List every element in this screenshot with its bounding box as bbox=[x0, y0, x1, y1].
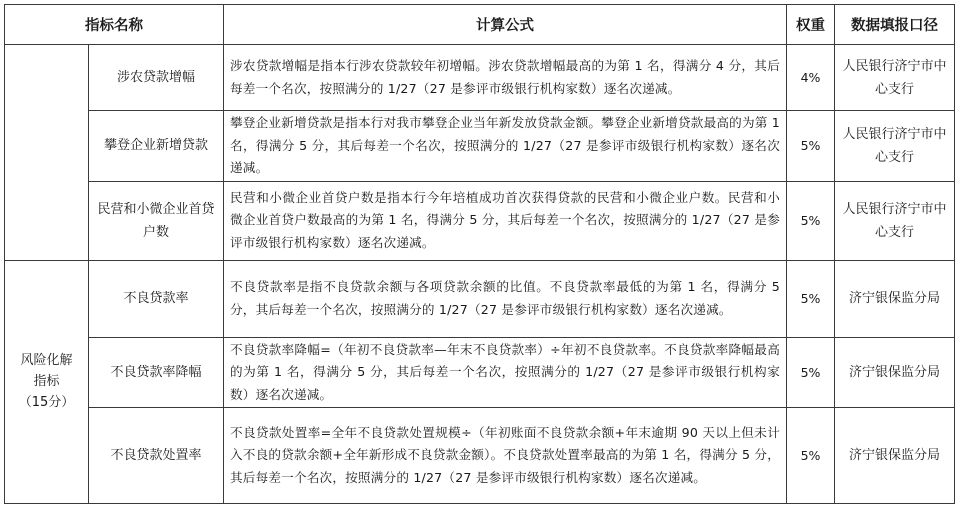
indicator-source: 济宁银保监分局 bbox=[835, 408, 955, 504]
indicator-formula: 涉农贷款增幅是指本行涉农贷款较年初增幅。涉农贷款增幅最高的为第 1 名，得满分 4 分，其后每差一个名次，按照满分的 1/27（27 是参评市级银行机构家数）逐名次递减。 bbox=[224, 45, 787, 111]
indicator-name: 不良贷款率降幅 bbox=[89, 337, 224, 408]
indicator-formula: 不良贷款处置率=全年不良贷款处置规模÷（年初账面不良贷款余额+年末逾期 90 天以上但未计入不良的贷款余额+全年新形成不良贷款金额）。不良贷款处置率最高的为第 1 名，得满分 5 分，其后每差一个名次，按照满分的 1/27（27 是参评市级银行机构家数）逐名次递减。 bbox=[224, 408, 787, 504]
indicator-source: 人民银行济宁市中心支行 bbox=[835, 45, 955, 111]
header-indicator-name: 指标名称 bbox=[5, 5, 224, 45]
indicator-weight: 5% bbox=[787, 260, 835, 337]
indicator-weight: 5% bbox=[787, 181, 835, 260]
indicator-formula: 不良贷款率降幅=（年初不良贷款率—年末不良贷款率）÷年初不良贷款率。不良贷款率降幅最高的为第 1 名，得满分 5 分，其后每差一个名次，按照满分的 1/27（27 是参评市级银行机构家数）逐名次递减。 bbox=[224, 337, 787, 408]
indicator-name: 涉农贷款增幅 bbox=[89, 45, 224, 111]
indicator-source: 济宁银保监分局 bbox=[835, 337, 955, 408]
category-cell-risk bbox=[5, 260, 89, 504]
table-row bbox=[5, 408, 955, 504]
category-label-line: 风险化解 bbox=[20, 353, 73, 369]
table-row bbox=[5, 181, 955, 260]
category-label-line: （15分） bbox=[18, 395, 75, 411]
header-weight: 权重 bbox=[787, 5, 835, 45]
header-row bbox=[5, 5, 955, 45]
header-formula: 计算公式 bbox=[224, 5, 787, 45]
table-row bbox=[5, 45, 955, 111]
indicator-weight: 5% bbox=[787, 111, 835, 182]
category-cell-blank bbox=[5, 45, 89, 261]
indicator-name: 不良贷款处置率 bbox=[89, 408, 224, 504]
table-row bbox=[5, 337, 955, 408]
indicator-weight: 4% bbox=[787, 45, 835, 111]
header-data-source: 数据填报口径 bbox=[835, 5, 955, 45]
table-row bbox=[5, 111, 955, 182]
indicator-formula: 不良贷款率是指不良贷款余额与各项贷款余额的比值。不良贷款率最低的为第 1 名，得满分 5 分，其后每差一个名次，按照满分的 1/27（27 是参评市级银行机构家数）逐名次递减。 bbox=[224, 260, 787, 337]
indicator-name: 不良贷款率 bbox=[89, 260, 224, 337]
indicator-source: 人民银行济宁市中心支行 bbox=[835, 111, 955, 182]
indicator-source: 人民银行济宁市中心支行 bbox=[835, 181, 955, 260]
table-row bbox=[5, 260, 955, 337]
indicator-weight: 5% bbox=[787, 337, 835, 408]
indicator-formula: 民营和小微企业首贷户数是指本行今年培植成功首次获得贷款的民营和小微企业户数。民营和小微企业首贷户数最高的为第 1 名，得满分 5 分，其后每差一个名次，按照满分的 1/27（27 是参评市级银行机构家数）逐名次递减。 bbox=[224, 181, 787, 260]
indicator-name: 攀登企业新增贷款 bbox=[89, 111, 224, 182]
indicator-weight: 5% bbox=[787, 408, 835, 504]
indicator-name: 民营和小微企业首贷户数 bbox=[89, 181, 224, 260]
category-label-line: 指标 bbox=[33, 374, 60, 390]
indicator-table bbox=[4, 4, 955, 504]
indicator-formula: 攀登企业新增贷款是指本行对我市攀登企业当年新发放贷款金额。攀登企业新增贷款最高的为第 1 名，得满分 5 分，其后每差一个名次，按照满分的 1/27（27 是参评市级银行机构家数）逐名次递减。 bbox=[224, 111, 787, 182]
indicator-source: 济宁银保监分局 bbox=[835, 260, 955, 337]
